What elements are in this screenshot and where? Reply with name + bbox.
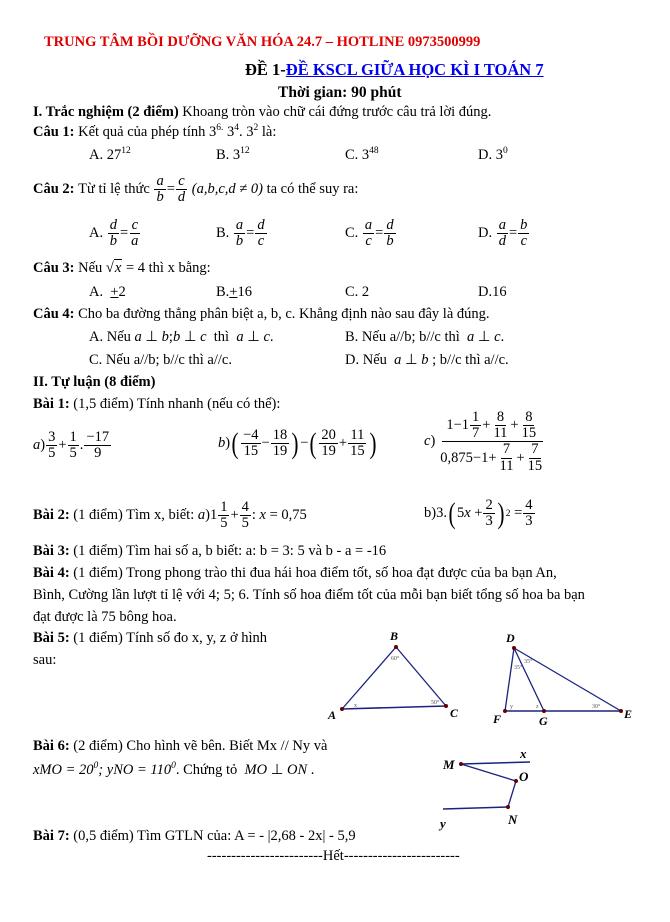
q3-option-b[interactable]: B.+16 [216,284,252,300]
bai1-label: Bài 1: [33,396,70,412]
bai1-part-c: c ) 1−1 $\frac{1}{7}$ + $\frac{8}{11}$ + $\frac{8}{15}$ 0,875−1+ $\frac{7}{11}$ + $\frac{7}{15}$ [424,409,543,474]
exam-title [245,60,544,80]
q1-option-b[interactable]: B. $3^{12}$ [216,146,250,163]
bai2-label: Bài 2: [33,507,70,524]
bai4-line3: đạt được là 75 bông hoa. [33,609,177,625]
q4-option-a[interactable]: A. Nếu a ⊥ b;b ⊥ c thì a ⊥ c. [89,329,274,345]
bai5-line1 [33,630,267,647]
svg-text:N: N [508,812,518,827]
svg-text:50°: 50° [431,700,440,706]
bai5-text-1: (1 điểm) Tính số đo x, y, z ở hình [73,630,268,646]
triangle-def-figure [480,625,650,730]
q1-option-d[interactable]: D. $3^0$ [478,146,508,163]
svg-text:O: O [519,769,529,784]
bai1 [33,396,280,413]
q3-text: Nếu [78,260,103,276]
fraction-c-d: $\frac{c}{d}$ [177,173,186,206]
bai6-conclusion: MO ⊥ ON . [244,762,315,778]
bai2 [33,500,307,531]
q3-label: Câu 3: [33,260,75,276]
question-4 [33,306,490,323]
bai2-part-a: a )1 $\frac{1}{5}$ + $\frac{4}{5}$ : x = 0,75 [197,499,307,532]
q3-option-c[interactable]: C. 2 [345,284,370,300]
q2-option-d[interactable]: D. $\frac{a}{d}$ = $\frac{b}{c}$ [478,217,528,250]
fraction-a-b: $\frac{a}{b}$ [156,173,164,206]
q1-suffix: là: [261,124,277,140]
bai4-text-1: (1 điểm) Trong phong trào thi đua hái hoa điểm tốt, số hoa đạt được của ba bạn An, [73,565,557,581]
q3-option-d[interactable]: D.16 [478,284,507,300]
center-header: TRUNG TÂM BỒI DƯỠNG VĂN HÓA 24.7 – HOTLINE 0973500999 [44,34,481,50]
bai2-text: (1 điểm) Tìm x, biết: [73,507,195,524]
bai3-text: (1 điểm) Tìm hai số a, b biết: a: b = 3: 5 và b - a = -16 [73,543,387,559]
svg-text:y: y [510,704,513,710]
q4-option-d[interactable]: D. Nếu a ⊥ b ; b//c thì a//c. [345,352,509,368]
bai3 [33,543,386,560]
svg-text:A: A [328,708,337,722]
bai6-text-1: (2 điểm) Cho hình vẽ bên. Biết Mx // Ny và [73,738,328,754]
q1-option-a[interactable]: A. $27^{12}$ [89,146,131,163]
svg-text:35°: 35° [514,665,523,671]
q4-text: Cho ba đường thẳng phân biệt a, b, c. Khẳng định nào sau đây là đúng. [78,306,490,322]
svg-text:x: x [520,746,527,761]
q2-option-a[interactable]: A. $\frac{d}{b}$ = $\frac{c}{a}$ [89,217,139,250]
bai7-label: Bài 7: [33,828,70,844]
bai4-label: Bài 4: [33,565,70,581]
svg-text:35°: 35° [524,659,533,665]
bai7-text: (0,5 điểm) Tìm GTLN của: A = - |2,68 - 2x| - 5,9 [73,828,356,844]
q2-option-b[interactable]: B. $\frac{a}{b}$ = $\frac{d}{c}$ [216,217,265,250]
bai7 [33,828,356,845]
parallel-lines-figure [420,735,570,835]
q4-option-b[interactable]: B. Nếu a//b; b//c thì a ⊥ c. [345,329,505,345]
end-marker: ------------------------Hết------------------------ [207,848,460,864]
exam-title-link[interactable]: ĐỀ KSCL GIỮA HỌC KÌ I TOÁN 7 [285,60,544,79]
bai3-label: Bài 3: [33,543,70,559]
question-1 [33,124,276,141]
svg-text:30°: 30° [592,704,601,710]
svg-text:y: y [440,816,446,831]
bai1-part-b: b ) ( $\frac{-4}{15}$ − $\frac{18}{19}$ ) − ( $\frac{20}{19}$ + $\frac{11}{15}$ ) [218,426,377,460]
question-2: Câu 2: Từ tỉ lệ thức $\frac{a}{b}$ = $\frac{c}{d}$ (a,b,c,d ≠ 0) ta có thể suy ra: [33,173,359,206]
bai6-expression: xMO = $20^0$; yNO = $110^0$ [33,761,176,778]
q3-suffix: thì x bằng: [148,260,211,276]
q4-label: Câu 4: [33,306,75,322]
q1-expression: $3^{6.}$ $3^4$. $3^2$ [209,123,259,140]
bai5-label: Bài 5: [33,630,70,646]
svg-text:D: D [506,631,515,645]
part1-instruction: Khoang tròn vào chữ cái đứng trước câu trả lời đúng. [182,104,492,120]
svg-text:x: x [354,703,357,709]
bai6-line1 [33,738,327,755]
bai6-label: Bài 6: [33,738,70,754]
svg-text:60°: 60° [391,656,400,662]
q3-option-a[interactable]: A. +2 [89,284,126,300]
svg-text:E: E [624,707,633,721]
q2-suffix: ta có thể suy ra: [266,181,359,198]
q4-option-c[interactable]: C. Nếu a//b; b//c thì a//c. [89,352,232,368]
part2-title: II. Tự luận (8 điểm) [33,374,156,390]
q2-condition: (a,b,c,d ≠ 0) [191,181,263,198]
q1-text: Kết quả của phép tính [78,124,206,140]
exam-time: Thời gian: 90 phút [278,84,402,101]
q3-expression: √x = 4 [105,260,146,276]
triangle-abc-figure [320,625,470,730]
q2-option-c[interactable]: C. $\frac{a}{c}$ = $\frac{d}{b}$ [345,217,394,250]
bai4-line1 [33,565,557,582]
bai4-line2: Bình, Cường lần lượt tỉ lệ với 4; 5; 6. Tính số hoa điểm tốt của mỗi bạn biết tổng số hoa ba bạn [33,587,585,603]
bai6-suffix: Chứng tỏ [183,762,238,778]
q1-option-c[interactable]: C. $3^{48}$ [345,146,379,163]
svg-text:F: F [493,712,502,726]
svg-text:M: M [443,757,455,772]
svg-text:B: B [390,629,399,643]
bai2-part-b: b)3. ( 5 x + $\frac{2}{3}$ ) 2 = $\frac{4}{3}$ [424,496,533,530]
svg-text:G: G [539,714,548,728]
svg-text:C: C [450,706,459,720]
q2-text: Từ tỉ lệ thức [78,181,150,198]
part1-title: I. Trắc nghiệm (2 điểm) [33,104,179,120]
exam-prefix: ĐỀ 1- [245,60,286,79]
question-3 [33,260,211,277]
bai6-line2: xMO = $20^0$; yNO = $110^0$. Chứng tỏ MO ⊥ ON . [33,761,315,778]
bai1-part-a: a ) $\frac{3}{5}$ + $\frac{1}{5}$ . $\frac{-17}{9}$ [33,429,110,462]
bai5-line2: sau: [33,652,57,668]
part1-heading [33,104,491,121]
q1-label: Câu 1: [33,124,75,140]
q2-label: Câu 2: [33,181,75,198]
bai1-text: (1,5 điểm) Tính nhanh (nếu có thể): [73,396,281,412]
svg-text:z: z [536,704,539,710]
